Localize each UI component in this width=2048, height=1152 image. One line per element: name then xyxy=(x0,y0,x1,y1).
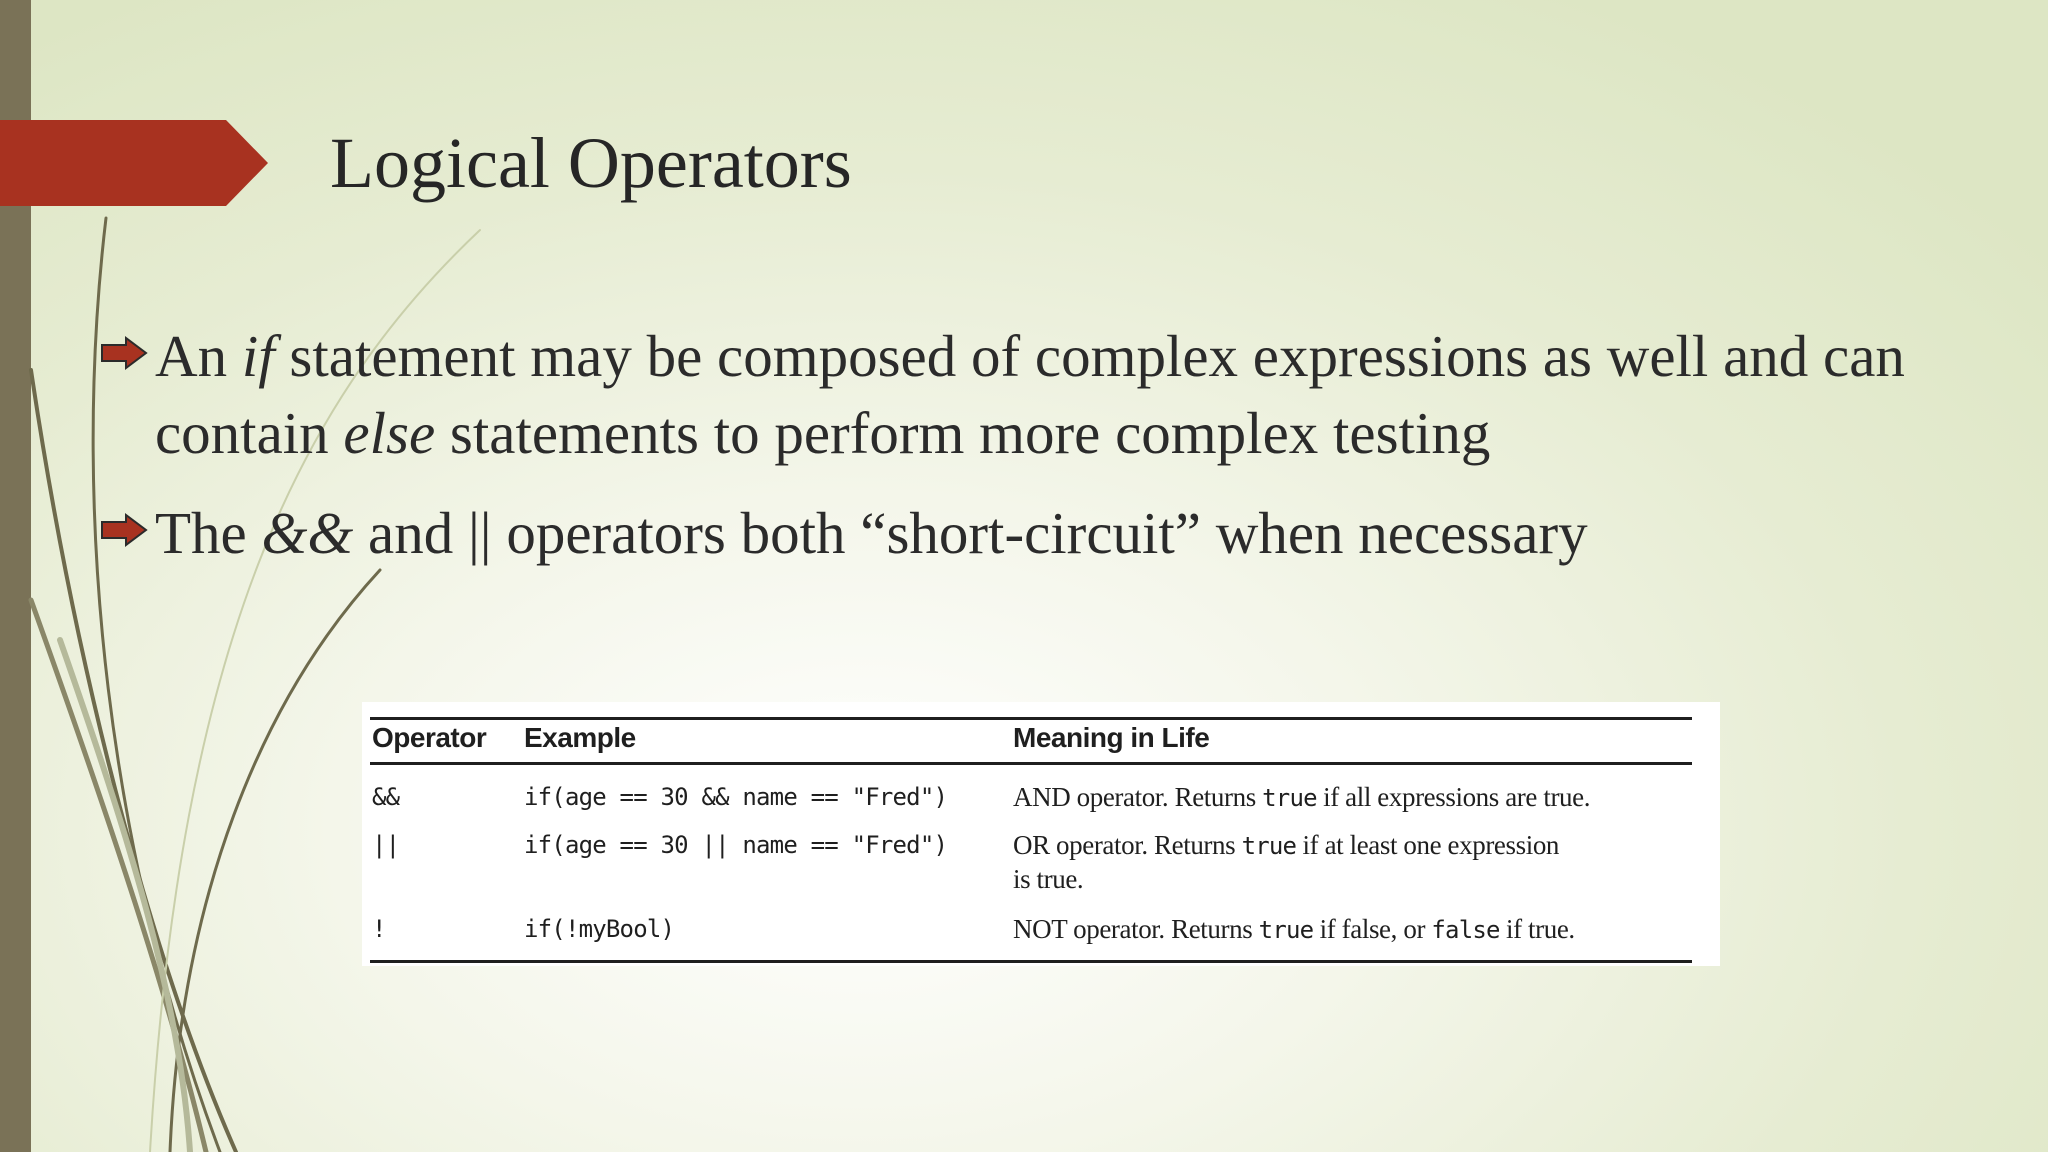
bullet-text: An if statement may be composed of complex expressions as well and can contain else statements to perform more complex testing xyxy=(155,323,1905,466)
bullet-item-1 xyxy=(100,318,2000,472)
cell-meaning-or-cont: is true. xyxy=(1013,864,1084,894)
header-example: Example xyxy=(524,722,636,753)
operators-table xyxy=(362,702,1720,966)
cell-example-or: if(age == 30 || name == "Fred") xyxy=(524,831,948,859)
cell-meaning-or: OR operator. Returns true if at least one expression xyxy=(1013,830,1560,860)
arrow-bullet-icon xyxy=(100,513,148,547)
title-accent-arrow xyxy=(0,120,268,206)
cell-meaning-not: NOT operator. Returns true if false, or false if true. xyxy=(1013,914,1575,944)
cell-example-and: if(age == 30 && name == "Fred") xyxy=(524,783,948,811)
cell-operator-or: || xyxy=(372,831,400,859)
bullet-text: The && and || operators both “short-circuit” when necessary xyxy=(155,500,1588,566)
cell-meaning-and: AND operator. Returns true if all expressions are true. xyxy=(1013,782,1591,812)
bullet-list xyxy=(100,318,2000,595)
header-meaning: Meaning in Life xyxy=(1013,722,1210,753)
bullet-item-2 xyxy=(100,495,2000,572)
cell-operator-and: && xyxy=(372,783,400,811)
table-header-rule xyxy=(370,762,1692,765)
table-top-rule xyxy=(370,717,1692,720)
cell-example-not: if(!myBool) xyxy=(524,915,675,943)
slide-title: Logical Operators xyxy=(330,123,852,203)
arrow-bullet-icon xyxy=(100,336,148,370)
header-operator: Operator xyxy=(372,722,487,753)
cell-operator-not: ! xyxy=(372,915,386,943)
table-bottom-rule xyxy=(370,960,1692,963)
